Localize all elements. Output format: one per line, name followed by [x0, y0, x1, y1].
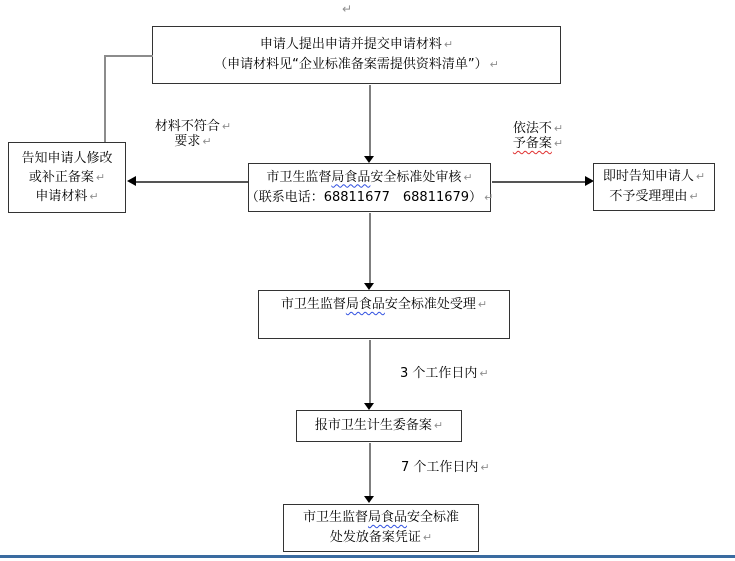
label-not-conform — [143, 119, 243, 149]
connector-review-notify — [135, 181, 248, 183]
box-issue-line1-spellcheck: 局食品 — [367, 510, 407, 525]
box-review-line1-cont: 安全标准处审核 — [370, 169, 462, 185]
window-bottom-border — [0, 555, 735, 558]
label-three-days-text: 3 个工作日内 — [400, 366, 478, 381]
paragraph-mark: ↵ — [202, 135, 212, 148]
connector-apply-review — [369, 85, 371, 157]
paragraph-mark: ↵ — [433, 419, 444, 432]
box-notify-line3: 申请材料 — [35, 189, 88, 204]
connector-report-issue — [369, 443, 371, 496]
box-review-line1: 市卫生监督 — [266, 169, 332, 185]
arrowhead-down-icon — [364, 496, 374, 503]
arrowhead-down-icon — [364, 283, 374, 290]
box-issue-line1-cont: 安全标准 — [407, 510, 460, 525]
box-review-line1-spellcheck: 局食品 — [331, 169, 371, 185]
box-apply-line2: （申请材料见“企业标准备案需提供资料清单”） — [214, 57, 488, 72]
label-no-record — [503, 121, 573, 151]
arrowhead-down-icon — [364, 156, 374, 163]
paragraph-mark: ↵ — [489, 58, 499, 71]
paragraph-mark: ↵ — [480, 461, 490, 474]
box-notify-line1: 告知申请人修改 — [21, 151, 113, 166]
box-review-line2: （联系电话：68811677 68811679） — [245, 189, 483, 205]
box-accept-line1-spellcheck: 局食品 — [345, 297, 385, 312]
label-seven-days — [401, 460, 490, 475]
box-accept-line1: 市卫生监督 — [280, 297, 346, 312]
box-notify-line2: 或补正备案 — [28, 170, 94, 185]
label-not-conform-line1: 材料不符合 — [154, 119, 220, 134]
box-report-line1: 报市卫生计生委备案 — [314, 418, 432, 433]
box-reject — [593, 163, 715, 211]
label-three-days — [400, 366, 489, 381]
box-notify — [8, 142, 126, 213]
paragraph-mark: ↵ — [484, 190, 494, 204]
paragraph-mark: ↵ — [89, 190, 99, 203]
arrowhead-down-icon — [364, 403, 374, 410]
paragraph-mark: ↵ — [463, 170, 473, 184]
label-seven-days-text: 7 个工作日内 — [401, 460, 479, 475]
arrowhead-left-icon — [127, 176, 136, 186]
label-not-conform-line2: 要求 — [174, 134, 201, 149]
connector-apply-notify-horizontal — [104, 55, 153, 57]
paragraph-mark: ↵ — [422, 531, 433, 544]
connector-apply-notify-vertical — [104, 55, 106, 143]
box-reject-line1: 即时告知申请人 — [602, 169, 694, 184]
box-issue-line1: 市卫生监督 — [302, 510, 368, 525]
paragraph-mark: ↵ — [342, 2, 353, 16]
box-review — [245, 163, 494, 212]
paragraph-mark: ↵ — [221, 120, 232, 133]
box-accept-line1-cont: 安全标准处受理 — [384, 297, 476, 312]
paragraph-mark: ↵ — [553, 122, 564, 135]
paragraph-mark: ↵ — [443, 38, 454, 51]
paragraph-mark: ↵ — [477, 298, 488, 311]
box-report — [296, 410, 462, 442]
box-apply-line1: 申请人提出申请并提交申请材料 — [259, 37, 442, 52]
paragraph-mark: ↵ — [95, 171, 106, 184]
label-no-record-line2: 予备案 — [512, 136, 552, 151]
paragraph-mark: ↵ — [689, 190, 699, 203]
box-apply — [152, 26, 561, 84]
box-accept — [258, 290, 510, 339]
paragraph-mark: ↵ — [695, 170, 706, 183]
box-reject-line2: 不予受理理由 — [609, 189, 688, 204]
connector-accept-report — [369, 340, 371, 403]
paragraph-mark: ↵ — [479, 367, 489, 380]
box-issue — [283, 504, 479, 552]
paragraph-mark: ↵ — [553, 137, 564, 150]
box-issue-line2: 处发放备案凭证 — [329, 530, 421, 545]
connector-review-reject — [492, 181, 586, 183]
connector-review-accept — [369, 213, 371, 283]
label-no-record-line1: 依法不 — [512, 121, 552, 136]
